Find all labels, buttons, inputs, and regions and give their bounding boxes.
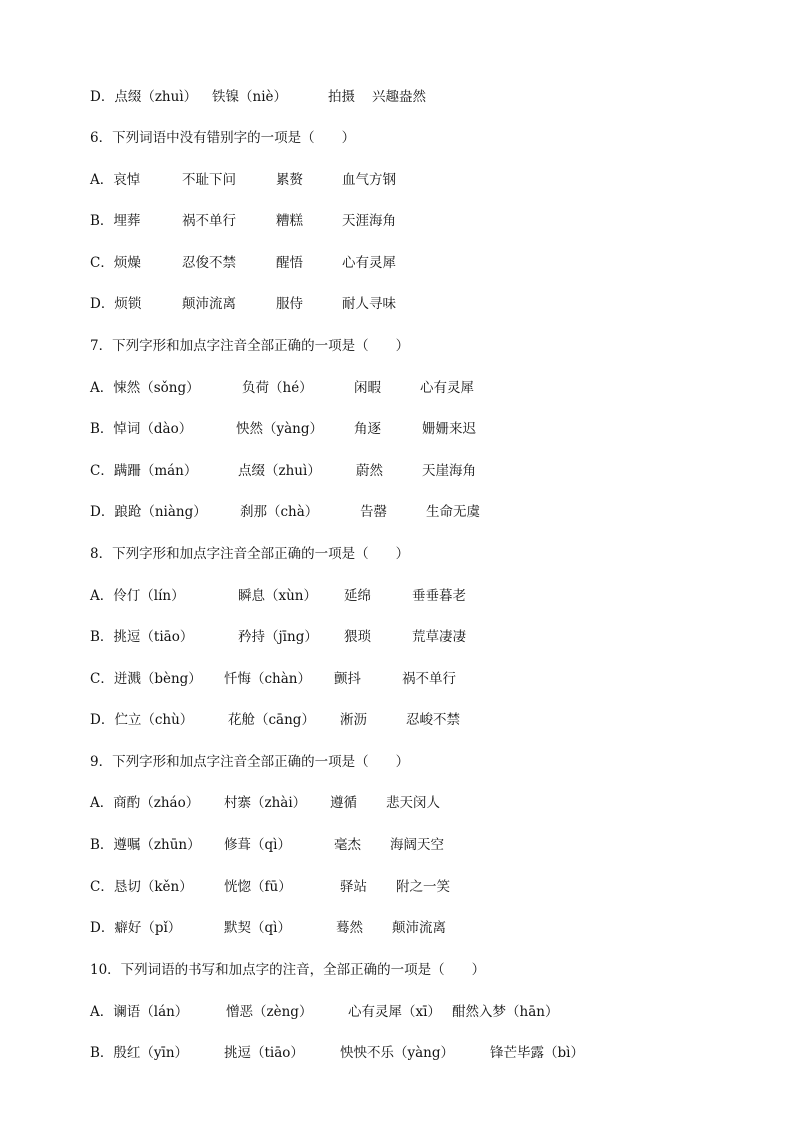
option-label-term: C．烦燥 [90,255,141,271]
option-term: 告罄 [360,504,387,520]
option-term: 角逐 [354,421,381,437]
option-term: 点缀（zhuì） [238,463,321,479]
option-term: 怏然（yàng） [236,421,324,437]
option-term: 延绵 [344,588,371,604]
option-term: 耐人寻味 [342,296,396,312]
option-term: 兴趣盎然 [372,89,426,105]
option-label-term: A．哀悼 [90,172,141,188]
option-term: 猥琐 [344,629,371,645]
option-term: 天崖海角 [422,463,476,479]
option-term: 悲天闵人 [386,795,440,811]
option-term: 醒悟 [276,255,303,271]
option-term: 遵循 [330,795,357,811]
option-term: 忍俊不禁 [182,255,236,271]
question-text: 6．下列词语中没有错别字的一项是（ ） [90,130,356,146]
option-term: 颤抖 [334,671,361,687]
option-term: 附之一笑 [396,879,450,895]
option-term: 花舱（cāng） [228,712,315,728]
question-text: 7．下列字形和加点字注音全部正确的一项是（ ） [90,338,410,354]
option-label-term: D．烦锁 [90,296,142,312]
option-term: 闲暇 [354,380,381,396]
option-term: 憎恶（zèng） [226,1004,313,1020]
option-term: 累赘 [276,172,303,188]
option-label-term: A．伶仃（lín） [90,588,185,604]
option-term: 心有灵犀 [420,380,474,396]
option-term: 修葺（qì） [224,837,291,853]
option-label-term: B．悼词（dào） [90,421,193,437]
option-term: 负荷（hé） [242,380,313,396]
option-term: 怏怏不乐（yàng） [340,1045,455,1061]
option-term: 忏悔（chàn） [224,671,311,687]
option-label-term: B．挑逗（tiāo） [90,629,194,645]
option-term: 心有灵犀 [342,255,396,271]
option-label-term: D．伫立（chù） [90,712,194,728]
option-term: 锋芒毕露（bì） [490,1045,584,1061]
question-text: 10．下列词语的书写和加点字的注音，全部正确的一项是（ ） [90,962,486,978]
option-term: 颠沛流离 [182,296,236,312]
option-term: 不耻下问 [182,172,236,188]
option-term: 荒草凄凄 [412,629,466,645]
option-term: 天涯海角 [342,213,396,229]
option-label-term: B．埋葬 [90,213,141,229]
option-term: 刹那（chà） [240,504,319,520]
option-label-term: D．点缀（zhuì） [90,89,198,105]
option-term: 矜持（jīng） [238,629,318,645]
option-term: 瞬息（xùn） [238,588,318,604]
question-text: 9．下列字形和加点字注音全部正确的一项是（ ） [90,754,410,770]
option-label-term: B．殷红（yīn） [90,1045,189,1061]
option-term: 心有灵犀（xī） [348,1004,441,1020]
option-term: 拍摄 [328,89,355,105]
option-term: 驿站 [340,879,367,895]
option-label-term: A．商酌（zháo） [90,795,200,811]
option-label-term: C．迸溅（bèng） [90,671,202,687]
option-term: 颠沛流离 [392,920,446,936]
option-term: 默契（qì） [224,920,291,936]
option-term: 恍惚（fū） [224,879,292,895]
option-term: 蔚然 [356,463,383,479]
option-term: 淅沥 [340,712,367,728]
option-term: 村寨（zhài） [224,795,307,811]
option-term: 蓦然 [336,920,363,936]
option-term: 姗姗来迟 [422,421,476,437]
option-term: 毫杰 [334,837,361,853]
option-term: 挑逗（tiāo） [224,1045,304,1061]
option-label-term: C．恳切（kěn） [90,879,193,895]
option-term: 祸不单行 [182,213,236,229]
option-term: 糟糕 [276,213,303,229]
option-term: 生命无虞 [426,504,480,520]
option-term: 海阔天空 [390,837,444,853]
option-term: 服侍 [276,296,303,312]
option-label-term: B．遵嘱（zhūn） [90,837,201,853]
option-term: 祸不单行 [402,671,456,687]
option-label-term: D．癖好（pǐ） [90,920,182,936]
option-label-term: D．踉跄（niàng） [90,504,207,520]
option-term: 垂垂暮老 [412,588,466,604]
option-term: 血气方钢 [342,172,396,188]
option-term: 铁镍（niè） [212,89,288,105]
question-text: 8．下列字形和加点字注音全部正确的一项是（ ） [90,546,410,562]
option-label-term: A．谰语（lán） [90,1004,189,1020]
option-term: 忍峻不禁 [406,712,460,728]
option-label-term: A．悚然（sǒng） [90,380,200,396]
option-term: 酣然入梦（hān） [452,1004,559,1020]
option-label-term: C．蹒跚（mán） [90,463,198,479]
